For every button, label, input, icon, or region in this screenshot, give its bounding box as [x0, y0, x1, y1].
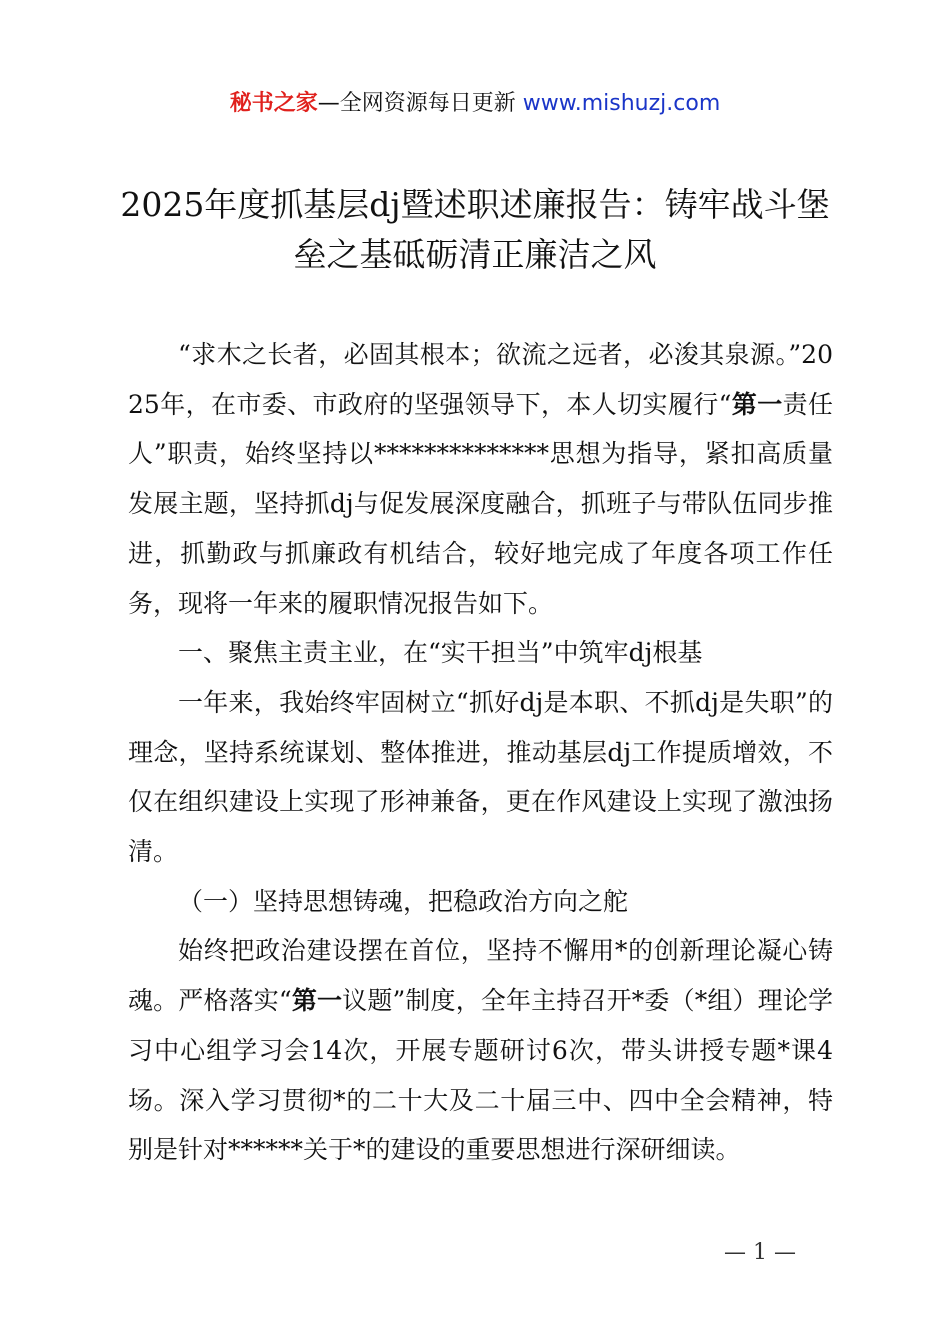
subsection-text-start: 始终把政治建设摆在首位，坚持不懈用*的创新理论凝心铸魂。严格落实“: [128, 936, 833, 1016]
site-link[interactable]: www.mishuzj.com: [522, 91, 721, 116]
subsection-bold-term: 第一: [291, 986, 343, 1016]
document-body: [128, 330, 833, 1175]
page-number: — 1 —: [724, 1240, 796, 1265]
subsection-heading-1: （一）坚持思想铸魂，把稳政治方向之舵: [178, 886, 629, 916]
intro-text-end: 责任人”职责，始终坚持以**************思想为指导，紧扣高质量发展主题，坚持抓dj与促发展深度融合，抓班子与带队伍同步推进，抓勤政与抓廉政有机结合，较好地完成了年度各项工作任务，现将一年来的履职情况报告如下。: [128, 389, 833, 618]
paragraph-intro: [128, 330, 833, 628]
header-tagline: —全网资源每日更新: [317, 91, 523, 116]
document-title: 2025年度抓基层dj暨述职述廉报告：铸牢战斗堡垒之基砥砺清正廉洁之风: [120, 185, 830, 274]
section-heading-1: 一、聚焦主责主业，在“实干担当”中筑牢dj根基: [178, 638, 703, 668]
intro-bold-term: 第一: [731, 389, 783, 419]
paragraph-section-1: 一年来，我始终牢固树立“抓好dj是本职、不抓dj是失职”的理念，坚持系统谋划、整体推进，推动基层dj工作提质增效，不仅在组织建设上实现了形神兼备，更在作风建设上实现了激浊扬清。: [128, 687, 833, 867]
site-header: [0, 88, 950, 120]
brand-name: 秘书之家: [229, 91, 318, 116]
paragraph-subsection-1: [128, 926, 833, 1175]
subsection-text-end: 议题”制度，全年主持召开*委（*组）理论学习中心组学习会14次，开展专题研讨6次，带头讲授专题*课4场。深入学习贯彻*的二十大及二十届三中、四中全会精神，特别是针对******关于*的建设的重要思想进行深研细读。: [128, 986, 833, 1165]
intro-text-start: “求木之长者，必固其根本；欲流之远者，必浚其泉源。”2025年，在市委、市政府的坚强领导下，本人切实履行“: [128, 340, 833, 419]
